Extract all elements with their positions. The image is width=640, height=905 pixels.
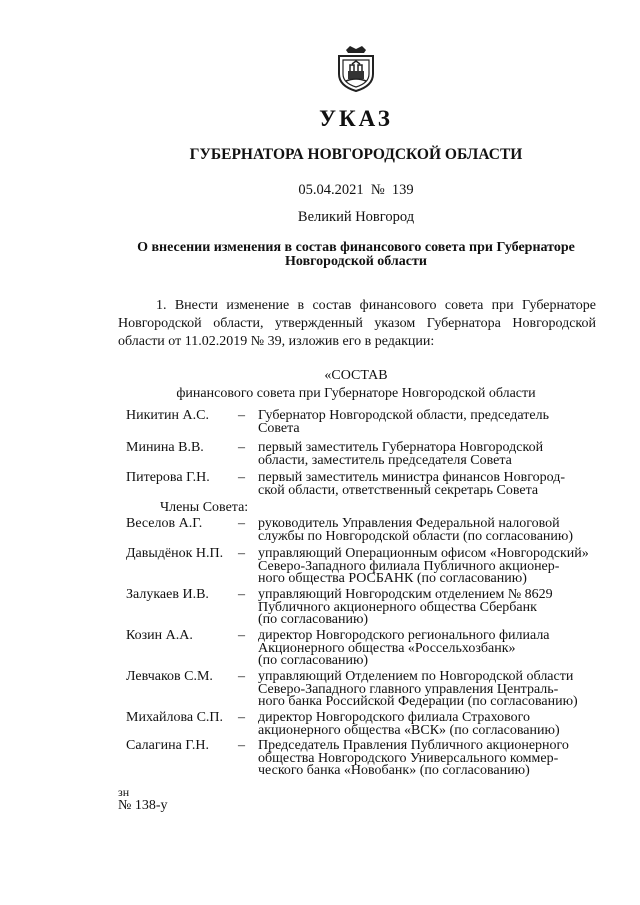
sostav-title: «СОСТАВ [324, 368, 388, 383]
member-role: управляющий Операционным офисом «Новгородский» Северо-Западного филиала Публичного акционер- ного общества РОСБАНК (по согласованию) [258, 546, 589, 586]
member-name: Веселов А.Г. [126, 516, 203, 531]
dash: – [238, 408, 245, 423]
member-role: Губернатор Новгородской области, председатель Совета [258, 408, 549, 436]
dash: – [238, 669, 245, 684]
dash: – [238, 628, 245, 643]
member-role: руководитель Управления Федеральной налоговой службы по Новгородской области (по согласованию) [258, 516, 574, 544]
member-name: Салагина Г.Н. [126, 738, 209, 753]
dash: – [238, 738, 245, 753]
member-role: управляющий Новгородским отделением № 8629 Публичного акционерного общества Сбербанк (по согласованию) [258, 587, 553, 627]
footer [118, 786, 168, 812]
number-sign: № [370, 182, 385, 198]
member-role: управляющий Отделением по Новгородской области Северо-Западного главного управления Централь- ного банка Российской Федерации (по согласованию) [258, 669, 578, 709]
main-paragraph: 1. Внести изменение в состав финансового совета при Губернаторе Новгородской области, утвержденный указом Губернатора Новгородской области от 11.02.2019 № 39, изложив его в редакции: [118, 298, 596, 349]
member-name: Давыдёнок Н.П. [126, 546, 224, 561]
dash: – [238, 516, 245, 531]
member-name: Михайлова С.П. [126, 710, 224, 725]
member-role: директор Новгородского филиала Страхового акционерного общества «ВСК» (по согласованию) [258, 710, 560, 738]
heading-line: О внесении изменения в состав финансового совета при Губернаторе [137, 240, 575, 255]
document-subtitle: ГУБЕРНАТОРА НОВГОРОДСКОЙ ОБЛАСТИ [189, 146, 523, 163]
member-name: Никитин А.С. [126, 408, 209, 423]
city: Великий Новгород [297, 209, 415, 225]
member-role: первый заместитель Губернатора Новгородской области, заместитель председателя Совета [258, 440, 544, 468]
footer-doc-number: № 138-у [118, 798, 168, 813]
document-date: 05.04.2021 [298, 182, 364, 198]
dash: – [238, 470, 245, 485]
coat-of-arms-icon [336, 44, 376, 92]
document-number: 139 [391, 182, 414, 198]
dash: – [238, 587, 245, 602]
member-name: Минина В.В. [126, 440, 204, 455]
member-role: первый заместитель министра финансов Новгород- ской области, ответственный секретарь Совета [258, 470, 566, 498]
dash: – [238, 710, 245, 725]
members-label: Члены Совета: [160, 500, 249, 515]
member-name: Залукаев И.В. [126, 587, 209, 602]
dash: – [238, 546, 245, 561]
dateline [0, 182, 640, 199]
member-name: Питерова Г.Н. [126, 470, 210, 485]
dash: – [238, 440, 245, 455]
member-role: директор Новгородского регионального филиала Акционерного общества «Россельхозбанк» (по согласованию) [258, 628, 550, 668]
heading-line: Новгородской области [285, 254, 427, 269]
member-name: Левчаков С.М. [126, 669, 213, 684]
executor-initials: зн [118, 785, 130, 799]
member-name: Козин А.А. [126, 628, 193, 643]
document-heading [0, 241, 640, 269]
member-role: Председатель Правления Публичного акционерного общества Новгородского Универсального коммер- ческого банка «Новобанк» (по согласованию) [258, 738, 569, 778]
document-title: УКАЗ [319, 106, 393, 131]
sostav-subtitle: финансового совета при Губернаторе Новгородской области [176, 386, 536, 401]
